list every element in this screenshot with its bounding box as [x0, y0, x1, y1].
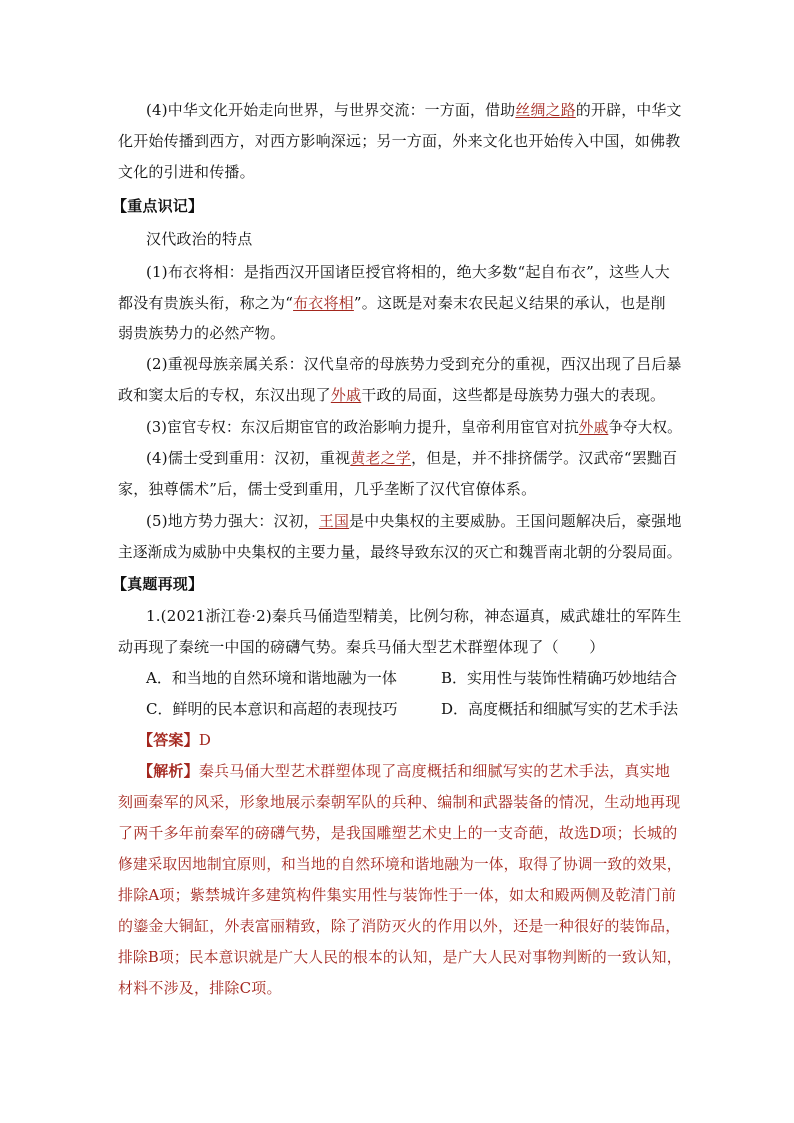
- answer-label: 【答案】: [138, 731, 199, 749]
- hyperlink[interactable]: 外戚: [330, 386, 362, 404]
- option-c: C．鲜明的民本意识和高超的表现技巧: [146, 700, 398, 718]
- hyperlink[interactable]: 外戚: [578, 418, 609, 436]
- text-span: 秦兵马俑大型艺术群塑体现了高度概括和细腻写实的艺术手法，真实地: [198, 762, 671, 780]
- text-span: 争夺大权。: [608, 418, 682, 436]
- paragraph-line: (2)重视母族亲属关系：汉代皇帝的母族势力受到充分的重视，西汉出现了吕后暴: [146, 355, 682, 373]
- analysis-line: 修建采取因地制宜原则，和当地的自然环境和谐地融为一体，取得了协调一致的效果，: [118, 855, 682, 873]
- section-subtitle: 汉代政治的特点: [146, 230, 253, 248]
- text-span: (4)中华文化开始走向世界，与世界交流：一方面，借助: [146, 101, 516, 119]
- paragraph-line: [118, 385, 665, 405]
- question-line: 动再现了秦统一中国的磅礴气势。秦兵马俑大型艺术群塑体现了（ ）: [118, 638, 605, 656]
- answer-line: [138, 730, 211, 750]
- analysis-line: 刻画秦军的风采，形象地展示秦朝军队的兵种、编制和武器装备的情况，生动地再现: [118, 793, 681, 811]
- hyperlink[interactable]: 王国: [318, 512, 350, 530]
- paragraph-line: [146, 511, 682, 531]
- answer-value: D: [198, 731, 212, 749]
- text-span: 的开辟，中华文: [575, 101, 682, 119]
- paragraph-line: 化开始传播到西方，对西方影响深远；另一方面，外来文化也开始传入中国，如佛教: [118, 132, 681, 150]
- option-a: A．和当地的自然环境和谐地融为一体: [146, 669, 397, 687]
- analysis-line: 排除B项；民本意识就是广大人民的根本的认知，是广大人民对事物判断的一致认知，: [118, 948, 682, 966]
- paragraph-line: 文化的引进和传播。: [118, 163, 255, 181]
- analysis-line: 排除A项；紫禁城许多建筑构件集实用性与装饰性于一体，如太和殿两侧及乾清门前: [118, 886, 677, 904]
- text-span: 都没有贵族头衔，称之为“: [118, 294, 294, 312]
- hyperlink[interactable]: 黄老之学: [350, 449, 412, 467]
- paragraph-line: [146, 100, 682, 120]
- option-b: B．实用性与装饰性精确巧妙地结合: [441, 669, 678, 687]
- section-heading: 【重点识记】: [112, 197, 204, 215]
- paragraph-line: [146, 417, 682, 437]
- question-line: 1.(2021浙江卷·2)秦兵马俑造型精美，比例匀称，神态逼真，威武雄壮的军阵生: [146, 607, 682, 625]
- paragraph-line: (1)布衣将相：是指西汉开国诸臣授官将相的，绝大多数“起自布衣”，这些人大: [146, 263, 670, 281]
- analysis-line: [138, 761, 670, 781]
- analysis-line: 的鎏金大铜缸，外表富丽精致，除了消防灭火的作用以外，还是一种很好的装饰品，: [118, 917, 681, 935]
- analysis-line: 了两千多年前秦军的磅礴气势，是我国雕塑艺术史上的一支奇葩，故选D项；长城的: [118, 824, 678, 842]
- text-span: 是中央集权的主要威胁。王国问题解决后，豪强地: [349, 512, 682, 530]
- paragraph-line: 家，独尊儒术”后，儒士受到重用，几乎垄断了汉代官僚体系。: [118, 480, 537, 498]
- analysis-label: 【解析】: [138, 762, 199, 780]
- paragraph-line: [118, 293, 666, 313]
- section-heading: 【真题再现】: [112, 575, 204, 593]
- text-span: ”。这既是对秦末农民起义结果的承认，也是削: [353, 294, 666, 312]
- option-d: D．高度概括和细腻写实的艺术手法: [441, 700, 679, 718]
- hyperlink[interactable]: 丝绸之路: [515, 101, 576, 119]
- text-span: ，但是，并不排挤儒学。汉武帝“罢黜百: [411, 449, 678, 467]
- hyperlink[interactable]: 布衣将相: [293, 294, 354, 312]
- text-span: 政和窦太后的专权，东汉出现了: [118, 386, 331, 404]
- text-span: 干政的局面，这些都是母族势力强大的表现。: [361, 386, 666, 404]
- analysis-line: 材料不涉及，排除C项。: [118, 979, 282, 997]
- paragraph-line: [146, 448, 677, 468]
- text-span: (4)儒士受到重用：汉初，重视: [146, 449, 351, 467]
- text-span: (3)宦官专权：东汉后期宦官的政治影响力提升，皇帝利用宦官对抗: [146, 418, 579, 436]
- paragraph-line: 主逐渐成为威胁中央集权的主要力量，最终导致东汉的灭亡和魏晋南北朝的分裂局面。: [118, 543, 682, 561]
- text-span: (5)地方势力强大：汉初，: [146, 512, 319, 530]
- paragraph-line: 弱贵族势力的必然产物。: [118, 324, 286, 342]
